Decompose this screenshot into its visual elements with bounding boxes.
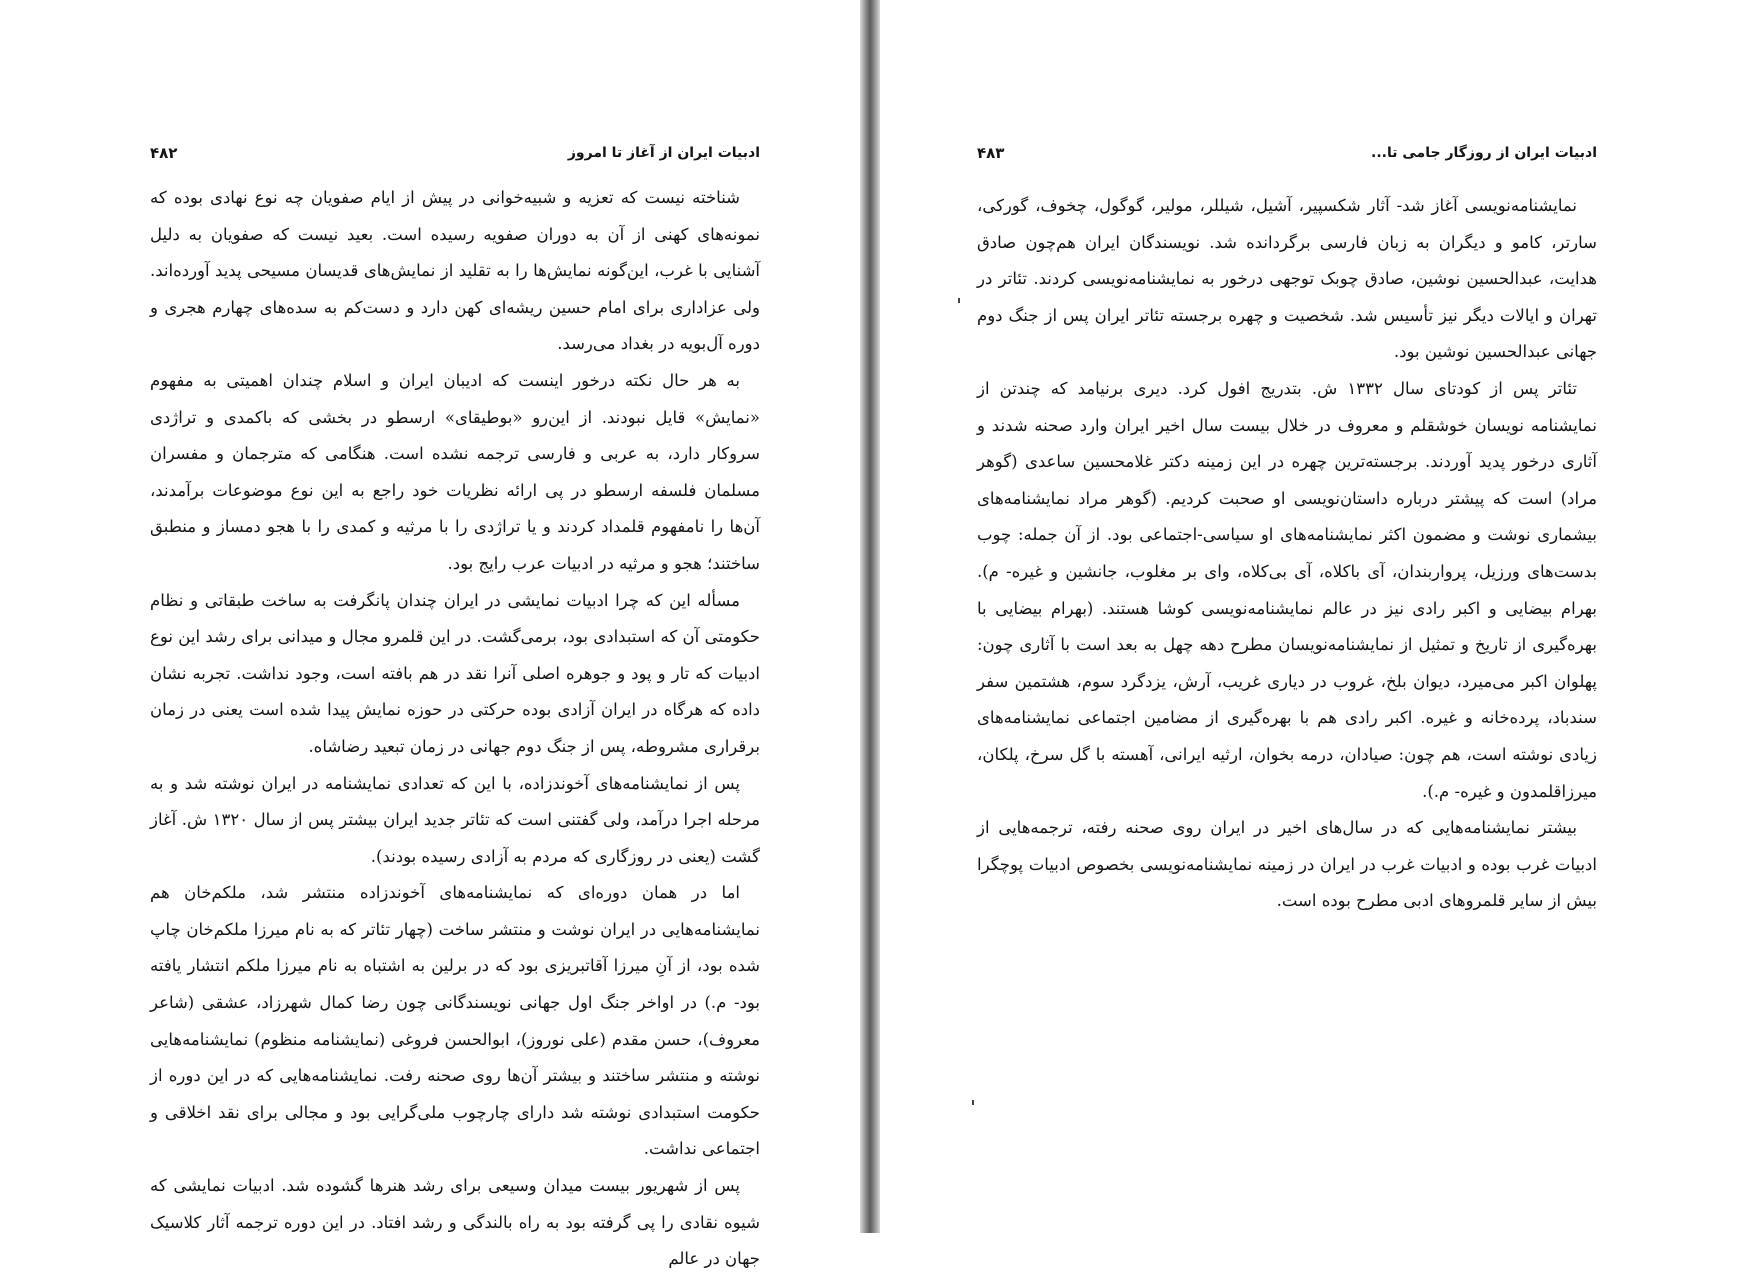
right-running-title: ادبیات ایران از روزگار جامی تا... — [1371, 145, 1597, 161]
right-body-text — [977, 188, 1597, 920]
right-paragraph-1: نمایشنامه‌نویسی آغاز شد- آثار شکسپیر، آشیل، شیللر، مولیر، گوگول، چخوف، گورکی، سارتر، کامو و دیگران به زبان فارسی برگردانده شد. نویسندگان ایران هم‌چون صادق هدایت، عبدالحسین نوشین، صادق چوبک توجهی درخور به نمایشنامه‌نویسی کردند. تئاتر در تهران و ایالات دیگر نیز تأسیس شد. شخصیت و چهره برجسته تئاتر ایران پس از جنگ دوم جهانی عبدالحسین نوشین بود. — [977, 196, 1597, 362]
right-running-head — [977, 138, 1597, 168]
left-page — [0, 0, 860, 1269]
left-paragraph-4: پس از نمایشنامه‌های آخوندزاده، با این که تعدادی نمایشنامه در ایران نوشته شد و به مرحله اجرا درآمد، ولی گفتنی است که تئاتر جدید ایران بیشتر پس از سال ۱۳۲۰ ش. آغاز گشت (یعنی در روزگاری که مردم به آزادی رسیده بودند). — [150, 773, 760, 866]
left-running-title: ادبیات ایران از آغاز تا امروز — [567, 145, 760, 161]
left-page-number: ۴۸۲ — [150, 144, 178, 162]
book-gutter — [860, 0, 880, 1233]
scan-speck-2 — [972, 1100, 974, 1105]
scan-speck-1 — [958, 298, 960, 303]
left-paragraph-2: به هر حال نکته درخور اینست که ادیبان ایران و اسلام چندان اهمیتی به مفهوم «نمایش» قایل نبودند. از این‌رو «بوطیقای» ارسطو در بخشی که باکمدی و تراژدی سروکار دارد، به عربی و فارسی ترجمه نشده است. هنگامی که مترجمان و مفسران مسلمان فلسفه ارسطو در پی ارائه نظریات خود راجع به این نوع موضوعات برآمدند، آن‌ها را نامفهوم قلمداد کردند و یا تراژدی را با مرثیه و کمدی را با هجو دمساز و منطبق ساختند؛ هجو و مرثیه در ادبیات عرب رایج بود. — [150, 370, 760, 573]
right-page — [880, 0, 1744, 1233]
right-paragraph-3: بیشتر نمایشنامه‌هایی که در سال‌های اخیر در ایران روی صحنه رفته، ترجمه‌هایی از ادبیات غرب بوده و ادبیات غرب در ایران در زمینه نمایشنامه‌نویسی بخصوص ادبیات پوچگرا بیش از سایر قلمروهای ادبی مطرح بوده است. — [977, 818, 1597, 911]
right-page-number: ۴۸۳ — [977, 144, 1005, 162]
left-paragraph-1: شناخته نیست که تعزیه و شبیه‌خوانی در پیش از ایام صفویان چه نوع نهادی بوده که نمونه‌های کهنی از آن به دوران صفویه رسیده است. بعید نیست که صفویان به دلیل آشنایی با غرب، این‌گونه نمایش‌ها را به تقلید از نمایش‌های قدیسان مسیحی پدید آورده‌اند. ولی عزاداری برای امام حسین ریشه‌ای کهن دارد و دست‌کم به سده‌های چهارم هجری و دوره آل‌بویه در بغداد می‌رسد. — [150, 188, 760, 354]
left-running-head — [150, 138, 760, 168]
right-paragraph-2: تئاتر پس از کودتای سال ۱۳۳۲ ش. بتدریج افول کرد. دیری برنیامد که چندتن از نمایشنامه نویسان خوشقلم و معروف در خلال بیست سال اخیر ایران وارد صحنه شدند و آثاری درخور پدید آوردند. برجسته‌ترین چهره در این زمینه دکتر غلامحسین ساعدی (گوهر مراد) است که پیشتر درباره داستان‌نویسی او صحبت کردیم. (گوهر مراد نمایشنامه‌های بیشماری نوشت و مضمون اکثر نمایشنامه‌های او سیاسی-اجتماعی بود. از آن جمله: چوب بدست‌های ورزیل، پرواربندان، آی باکلاه، آی بی‌کلاه، وای بر مغلوب، جانشین و غیره- م). بهرام بیضایی و اکبر رادی نیز در عالم نمایشنامه‌نویسی کوشا هستند. (بهرام بیضایی با بهره‌گیری از تاریخ و تمثیل از نمایشنامه‌نویسان مطرح دهه چهل به بعد است با آثاری چون: پهلوان اکبر می‌میرد، دیوان بلخ، غروب در دیاری غریب، آرش، یزدگرد سوم، هشتمین سفر سندباد، پرده‌خانه و غیره. اکبر رادی هم با بهره‌گیری از مضامین اجتماعی نمایشنامه‌های زیادی نوشته است، هم چون: صیادان، درمه بخوان، ارثیه ایرانی، آهسته با گل سرخ، پلکان، میرزاقلمدون و غیره- م.). — [977, 378, 1597, 801]
left-paragraph-3: مسأله این که چرا ادبیات نمایشی در ایران چندان پانگرفت به ساخت طبقاتی و نظام حکومتی آن که استبدادی بود، برمی‌گشت. در این قلمرو مجال و میدانی برای رشد این نوع ادبیات که تار و پود و جوهره اصلی آنرا نقد در هم بافته است، وجود نداشت. تجربه نشان داده که هرگاه در ایران آزادی بوده حرکتی در حوزه نمایش پیدا شده است یعنی در زمان برقراری مشروطه، پس از جنگ دوم جهانی در زمان تبعید رضاشاه. — [150, 590, 760, 756]
left-paragraph-6: پس از شهریور بیست میدان وسیعی برای رشد هنرها گشوده شد. ادبیات نمایشی که شیوه نقادی را پی گرفته بود به راه بالندگی و رشد افتاد. در این دوره ترجمه آثار کلاسیک جهان در عالم — [150, 1176, 760, 1269]
left-paragraph-5: اما در همان دوره‌ای که نمایشنامه‌های آخوندزاده منتشر شد، ملکم‌خان هم نمایشنامه‌هایی در ایران نوشت و منتشر ساخت (چهار تئاتر که به نام میرزا ملکم‌خان چاپ شده بود، از آنِ میرزا آقاتبریزی بود که در برلین به اشتباه به نام میرزا ملکم انتشار یافته بود- م.) در اواخر جنگ اول جهانی نویسندگانی چون رضا کمال شهرزاد، عشقی (شاعر معروف)، حسن مقدم (علی نوروز)، ابوالحسن فروغی (نمایشنامه منظوم) نمایشنامه‌هایی نوشته و منتشر ساختند و بیشتر آن‌ها روی صحنه رفت. نمایشنامه‌هایی که در این دوره از حکومت استبدادی نوشته شد دارای چارچوب ملی‌گرایی بود و مجالی برای نقد اخلاقی و اجتماعی نداشت. — [150, 883, 760, 1159]
left-body-text — [150, 180, 760, 1278]
